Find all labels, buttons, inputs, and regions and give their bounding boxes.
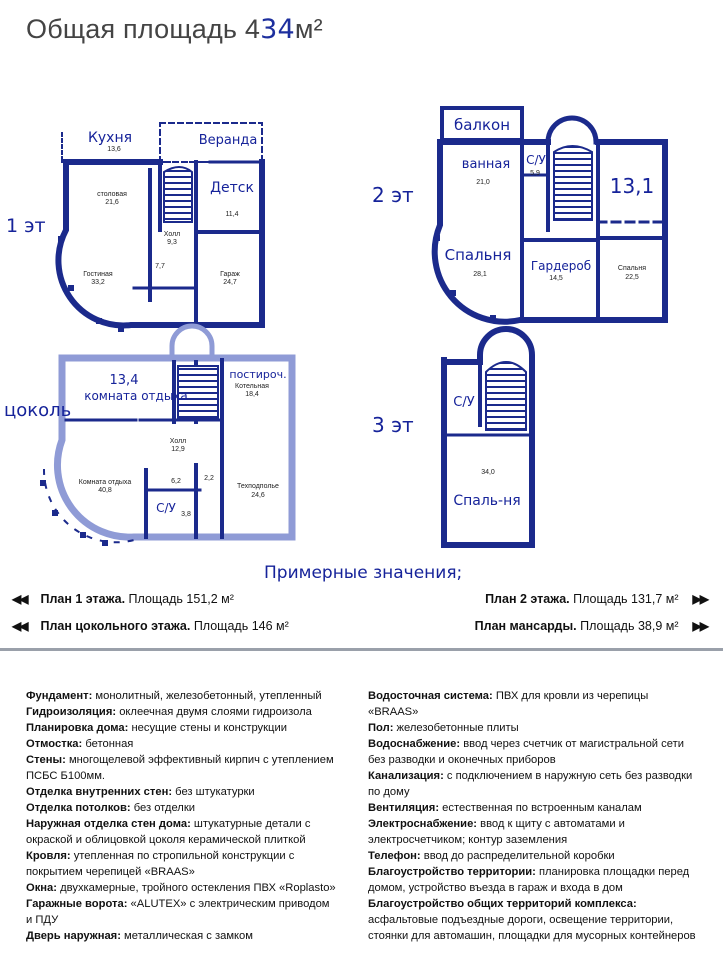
forward-icon: ▶▶ — [692, 619, 707, 633]
spec-item: Дверь наружная: металлическая с замком — [26, 930, 253, 942]
plan-first-floor — [58, 123, 262, 325]
room-name: Кухня — [87, 130, 133, 146]
room-name: Спальня — [444, 246, 512, 264]
room-name: Техподполье — [237, 483, 279, 490]
specs-right — [368, 688, 698, 944]
stairs-plan2 — [554, 146, 592, 220]
approximate-values-note: Примерные значения; — [264, 563, 463, 583]
spec-item: Окна: двухкамерные, тройного остекления ПВХ «Roplasto» — [26, 882, 336, 894]
specs-left — [26, 688, 336, 944]
rewind-icon: ◀◀ — [12, 619, 27, 633]
caption-area: Площадь 38,9 м² — [580, 619, 679, 633]
spec-item: Электроснабжение: ввод к щиту с автоматами и электросчетчиком; контур заземления — [368, 818, 625, 846]
caption-name: План 1 этажа. — [40, 592, 126, 606]
spec-item: Отделка потолков: без отделки — [26, 802, 195, 814]
room-area: 3,8 — [181, 511, 191, 518]
room-name: Гостиная — [83, 271, 113, 278]
stairs-plan1 — [164, 167, 192, 222]
divider — [0, 648, 723, 651]
room-area: 21,0 — [476, 179, 490, 186]
rewind-icon: ◀◀ — [12, 592, 27, 606]
room-name: постироч. — [229, 368, 287, 381]
room-name: ванная — [461, 157, 511, 172]
room-name: Спальня — [617, 265, 647, 272]
room-area: 18,4 — [245, 391, 259, 398]
room-area: 2,2 — [204, 475, 214, 482]
spec-item: Канализация: с подключением в наружную сеть без разводки по дому — [368, 770, 693, 798]
room-name: Комната отдыха — [78, 479, 132, 486]
caption-plan3 — [475, 619, 707, 633]
spec-item: Кровля: утепленная по стропильной конструкции с покрытием черепицей «BRAAS» — [26, 850, 295, 878]
room-area: 13,1 — [609, 174, 655, 198]
caption-name: План 2 этажа. — [485, 592, 570, 606]
spec-item: Отмостка: бетонная — [26, 738, 134, 750]
room-area: 11,4 — [225, 211, 239, 218]
caption-area: Площадь 146 м² — [193, 619, 289, 633]
room-name: Холл — [163, 231, 181, 238]
stairs-plan3 — [486, 362, 526, 430]
plan-second-floor — [435, 108, 665, 322]
room-name: С/У — [156, 501, 176, 515]
title-handwritten: 34 — [260, 14, 295, 45]
room-name: Детск — [210, 180, 254, 196]
caption-name: План мансарды. — [474, 619, 577, 633]
spec-item: Вентиляция: естественная по встроенным каналам — [368, 802, 642, 814]
room-name: Гараж — [220, 271, 240, 278]
room-area: 40,8 — [98, 487, 112, 494]
spec-item: Водосточная система: ПВХ для кровли из черепицы «BRAAS» — [368, 690, 649, 718]
room-area: 6,2 — [171, 478, 181, 485]
spec-item: Пол: железобетонные плиты — [368, 722, 519, 734]
floor-label-1: 1 эт — [6, 215, 46, 237]
spec-item: Фундамент: монолитный, железобетонный, утепленный — [26, 690, 322, 702]
room-area: 28,1 — [473, 271, 487, 278]
plan-attic — [444, 329, 532, 545]
floor-label-basement: цоколь — [4, 400, 72, 421]
room-area: 7,7 — [155, 263, 165, 270]
room-area: 21,6 — [105, 199, 119, 206]
room-name: Гардероб — [530, 259, 592, 273]
spec-item: Телефон: ввод до распределительной коробки — [368, 850, 615, 862]
floor-label-3: 3 эт — [372, 413, 414, 437]
room-area: 9,3 — [167, 239, 177, 246]
room-name: столовая — [97, 191, 127, 198]
room-name: С/У — [453, 395, 475, 410]
caption-area: Площадь 151,2 м² — [128, 592, 234, 606]
caption-plan1 — [12, 592, 234, 606]
spec-item: Стены: многощелевой эффективный кирпич с утеплением ПСБС Б100мм. — [26, 754, 334, 782]
room-area: 22,5 — [625, 274, 639, 281]
room-name: Холл — [169, 438, 187, 445]
spec-item: Благоустройство территории: планировка площадки перед домом, устройство въезда в гараж и входа в дом — [368, 866, 690, 894]
spec-item: Гаражные ворота: «ALUTEX» с электрическим приводом и ПДУ — [26, 898, 330, 926]
room-name: Котельная — [235, 383, 269, 390]
title-prefix: Общая площадь 4 — [26, 14, 261, 44]
room-name: С/У — [526, 153, 546, 167]
spec-item: Гидроизоляция: оклеечная двумя слоями гидроизола — [26, 706, 312, 718]
room-area: 13,6 — [107, 146, 121, 153]
caption-plan0 — [12, 619, 289, 633]
room-name: балкон — [453, 116, 511, 134]
caption-name: План цокольного этажа. — [40, 619, 191, 633]
spec-item: Отделка внутренних стен: без штукатурки — [26, 786, 255, 798]
room-name: Веранда — [198, 133, 258, 148]
title-suffix: м² — [294, 14, 323, 44]
caption-plan2 — [485, 592, 707, 606]
spec-item: Планировка дома: несущие стены и конструкции — [26, 722, 287, 734]
spec-item: Благоустройство общих территорий комплекса: асфальтовые подъездные дороги, освещение территории, стоянки для автомашин, площадки для мусорных контейнеров — [368, 898, 696, 942]
caption-area: Площадь 131,7 м² — [573, 592, 679, 606]
spec-item: Водоснабжение: ввод через счетчик от магистральной сети без разводки и оконечных приборов — [368, 738, 684, 766]
room-area: 34,0 — [481, 469, 495, 476]
room-area: 24,7 — [223, 279, 237, 286]
room-name: комната отдыха — [84, 389, 188, 403]
room-area: 14,5 — [549, 275, 563, 282]
room-area: 13,4 — [109, 373, 139, 388]
room-area: 24,6 — [251, 492, 265, 499]
spec-item: Наружная отделка стен дома: штукатурные детали с окраской и облицовкой цоколя керамической плиткой — [26, 818, 311, 846]
forward-icon: ▶▶ — [692, 592, 707, 606]
floor-label-2: 2 эт — [372, 183, 414, 207]
room-name: Спаль-ня — [453, 493, 521, 509]
room-area: 5,9 — [530, 170, 540, 177]
room-area: 33,2 — [91, 279, 105, 286]
room-area: 12,9 — [171, 446, 185, 453]
